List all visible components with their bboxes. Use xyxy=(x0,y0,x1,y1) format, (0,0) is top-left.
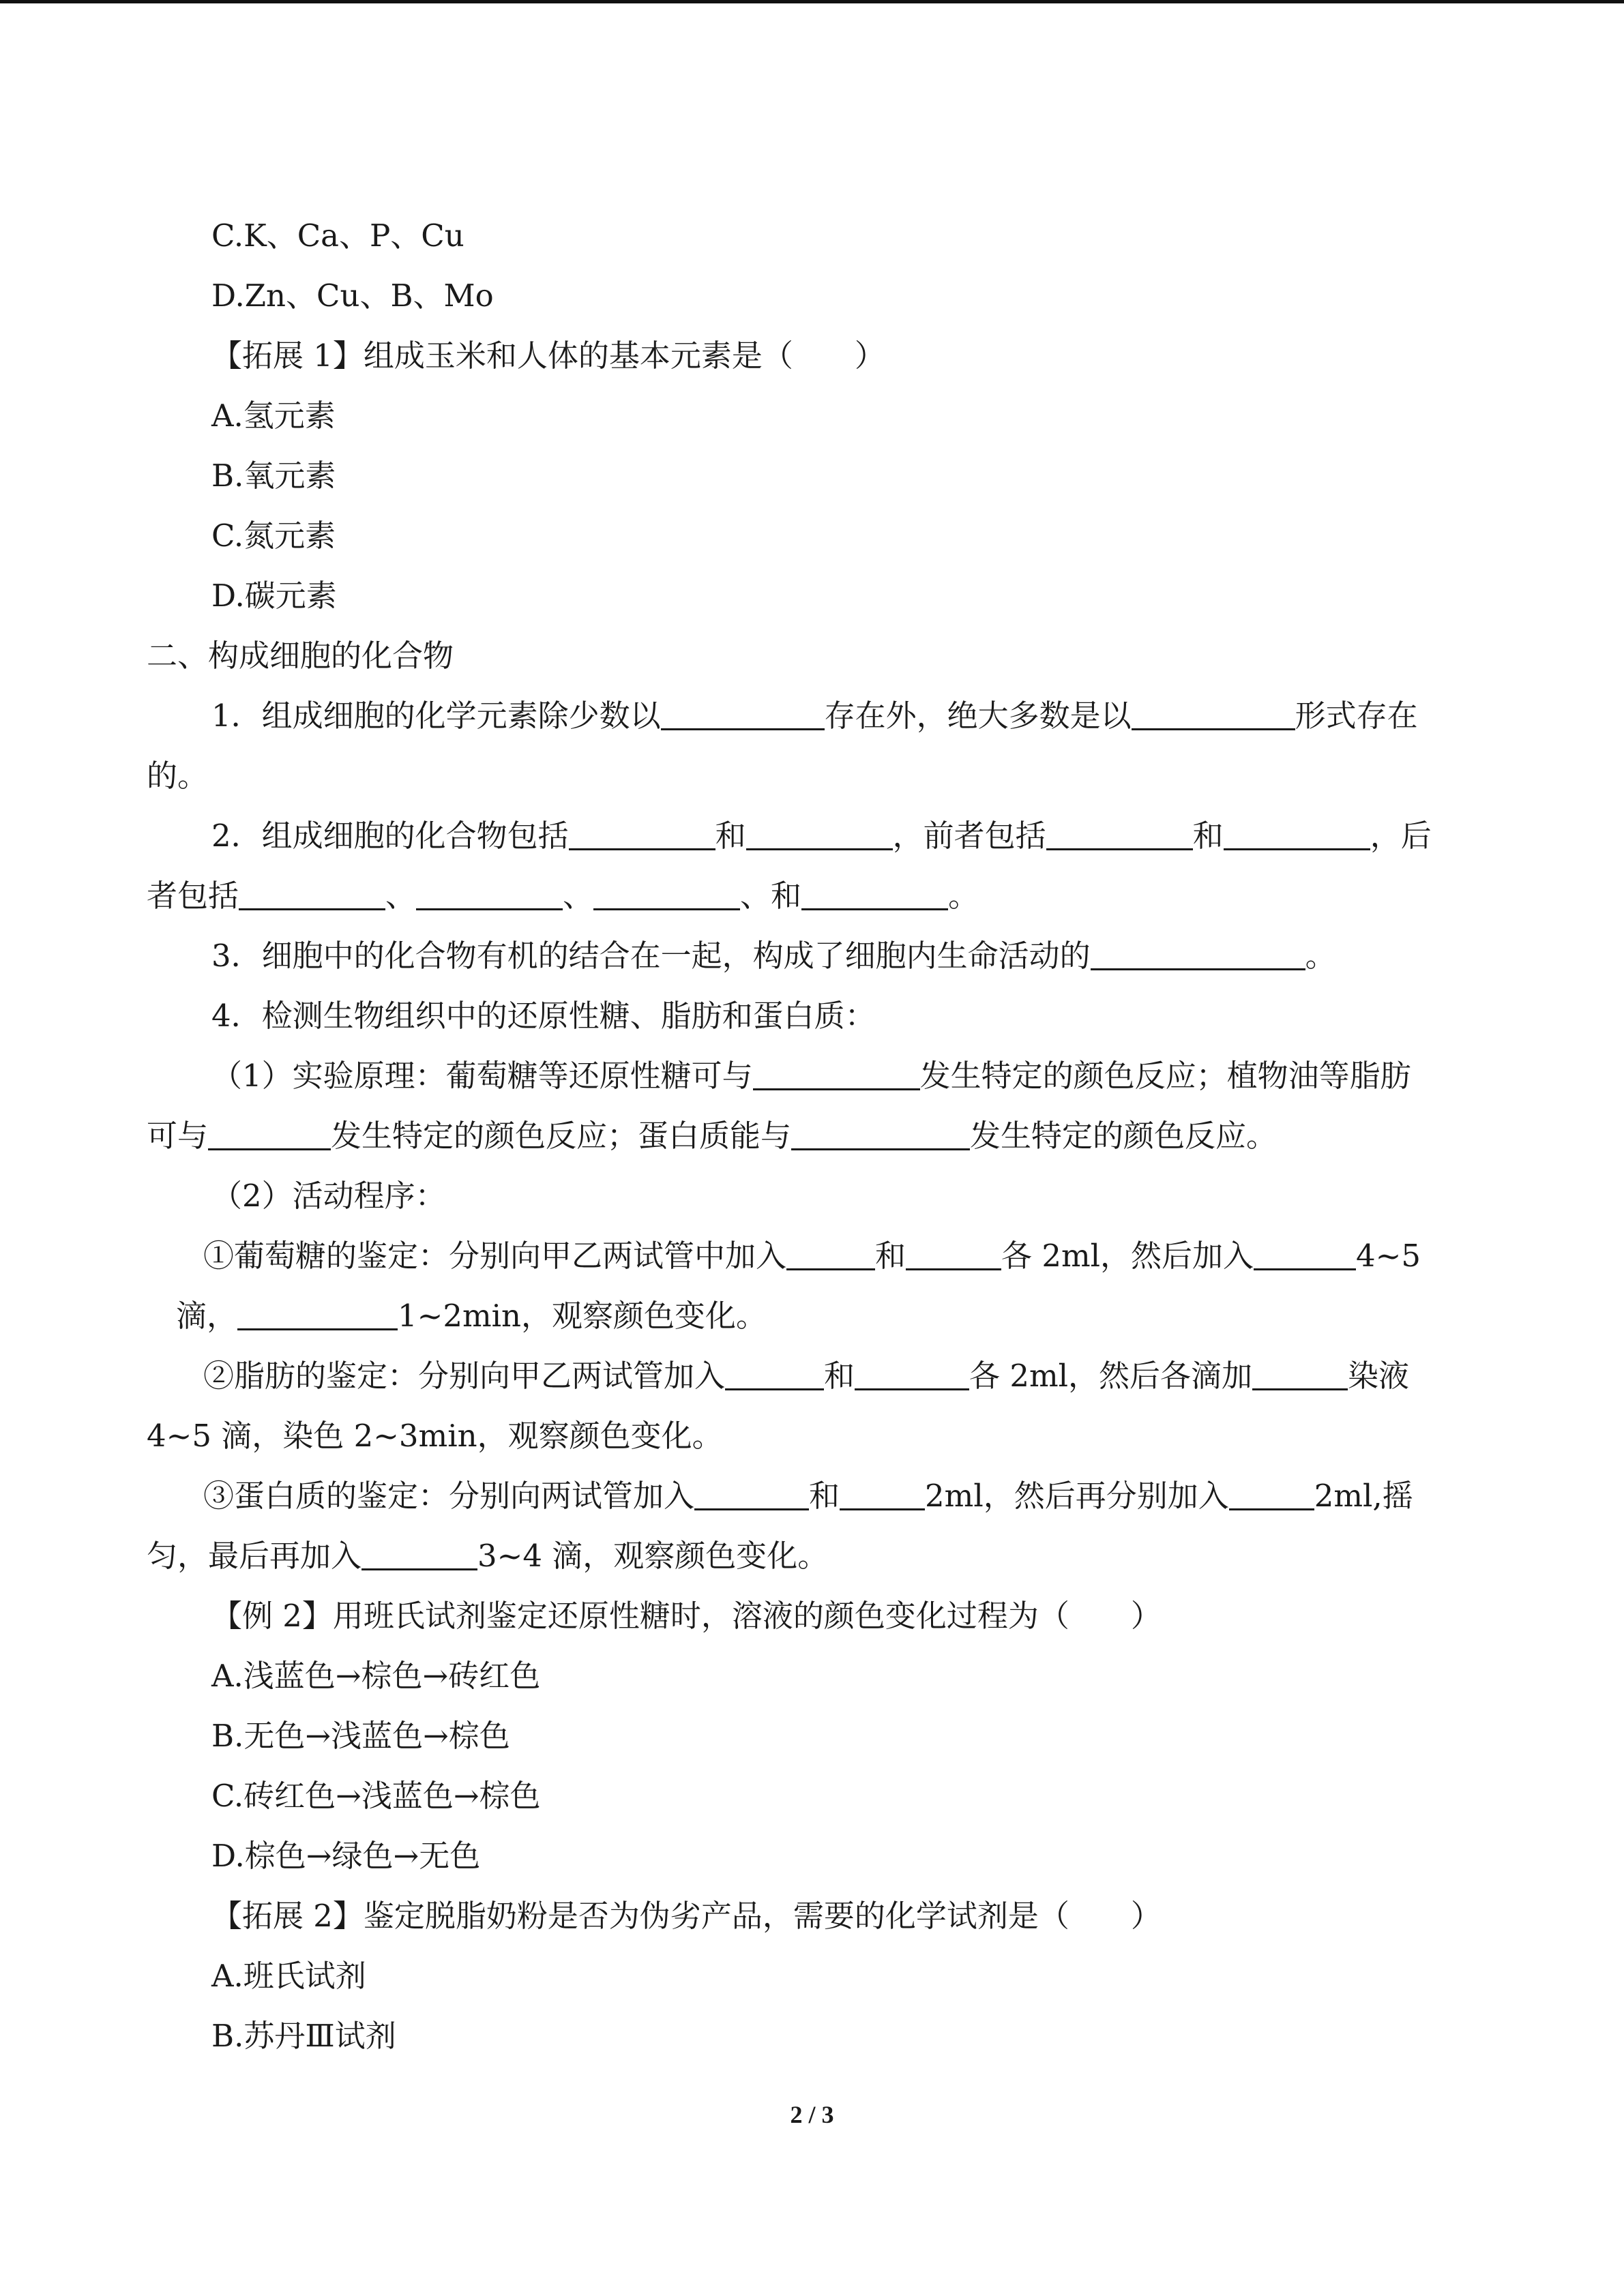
blank[interactable] xyxy=(1224,818,1370,850)
option-d: D.Zn、Cu、B、Mo xyxy=(211,278,494,314)
protein-test-line-2: 匀，最后再加入 3~4 滴，观察颜色变化。 xyxy=(147,1538,829,1574)
blank[interactable] xyxy=(1229,1478,1314,1510)
extension-1-option-a: A.氢元素 xyxy=(211,398,336,434)
blank[interactable] xyxy=(208,1118,331,1150)
blank[interactable] xyxy=(801,878,948,910)
fat-test-line-1: ②脂肪的鉴定：分别向甲乙两试管加入 和 各 2ml，然后各滴加 染液 xyxy=(203,1358,1410,1394)
example-2-question: 【例 2】用班氏试剂鉴定还原性糖时，溶液的颜色变化过程为（ ） xyxy=(211,1598,1162,1634)
principle-line-2: 可与 发生特定的颜色反应；蛋白质能与 发生特定的颜色反应。 xyxy=(147,1118,1278,1154)
extension-1-option-c: C.氮元素 xyxy=(211,518,336,554)
blank[interactable] xyxy=(753,1058,920,1090)
question-1: 1．组成细胞的化学元素除少数以 存在外，绝大多数是以 形式存在 xyxy=(211,698,1418,734)
blank[interactable] xyxy=(1252,1358,1348,1390)
section-2-heading: 二、构成细胞的化合物 xyxy=(147,638,454,674)
question-2-continued: 者包括 、 、 、和 。 xyxy=(147,878,979,914)
blank[interactable] xyxy=(593,878,740,910)
blank[interactable] xyxy=(1254,1238,1356,1270)
extension-1-option-d: D.碳元素 xyxy=(211,578,337,614)
question-2: 2．组成细胞的化合物包括 和 ，前者包括 和 ，后 xyxy=(211,818,1432,854)
blank[interactable] xyxy=(725,1358,824,1390)
extension-2-question: 【拓展 2】鉴定脱脂奶粉是否为伪劣产品，需要的化学试剂是（ ） xyxy=(211,1898,1162,1934)
extension-1-question: 【拓展 1】组成玉米和人体的基本元素是（ ） xyxy=(211,338,885,374)
blank[interactable] xyxy=(661,698,825,730)
example-2-option-b: B.无色→浅蓝色→棕色 xyxy=(211,1718,510,1754)
protein-test-line-1: ③蛋白质的鉴定：分别向两试管加入 和 2ml，然后再分别加入 2ml,摇 xyxy=(203,1478,1413,1514)
blank[interactable] xyxy=(906,1238,1001,1270)
extension-2-option-b: B.苏丹Ⅲ试剂 xyxy=(211,2018,396,2054)
example-2-option-a: A.浅蓝色→棕色→砖红色 xyxy=(211,1658,541,1694)
principle-line-1: （1）实验原理：葡萄糖等还原性糖可与 发生特定的颜色反应；植物油等脂肪 xyxy=(211,1058,1411,1094)
procedure-heading: （2）活动程序： xyxy=(211,1178,446,1214)
glucose-test-line-2: 滴， 1~2min，观察颜色变化。 xyxy=(176,1298,767,1334)
blank[interactable] xyxy=(746,818,893,850)
question-3: 3．细胞中的化合物有机的结合在一起，构成了细胞内生命活动的 。 xyxy=(211,938,1336,974)
blank[interactable] xyxy=(416,878,563,910)
blank[interactable] xyxy=(694,1478,809,1510)
blank[interactable] xyxy=(786,1238,875,1270)
glucose-test-line-1: ①葡萄糖的鉴定：分别向甲乙两试管中加入 和 各 2ml，然后加入 4~5 xyxy=(203,1238,1421,1274)
example-2-option-c: C.砖红色→浅蓝色→棕色 xyxy=(211,1778,541,1814)
blank[interactable] xyxy=(840,1478,925,1510)
blank[interactable] xyxy=(569,818,715,850)
blank[interactable] xyxy=(855,1358,969,1390)
extension-1-option-b: B.氧元素 xyxy=(211,458,336,494)
blank[interactable] xyxy=(1046,818,1193,850)
page-top-border xyxy=(0,0,1624,3)
blank[interactable] xyxy=(237,1298,398,1330)
question-1-continued: 的。 xyxy=(147,758,209,794)
blank[interactable] xyxy=(239,878,385,910)
fat-test-line-2: 4~5 滴，染色 2~3min，观察颜色变化。 xyxy=(147,1418,723,1454)
blank[interactable] xyxy=(1132,698,1295,730)
blank[interactable] xyxy=(791,1118,970,1150)
example-2-option-d: D.棕色→绿色→无色 xyxy=(211,1838,481,1874)
blank[interactable] xyxy=(1091,938,1305,970)
blank[interactable] xyxy=(361,1538,477,1570)
page-number: 2 / 3 xyxy=(790,2101,834,2128)
question-4: 4．检测生物组织中的还原性糖、脂肪和蛋白质： xyxy=(211,998,876,1034)
extension-2-option-a: A.班氏试剂 xyxy=(211,1958,366,1994)
option-c: C.K、Ca、P、Cu xyxy=(211,218,464,254)
